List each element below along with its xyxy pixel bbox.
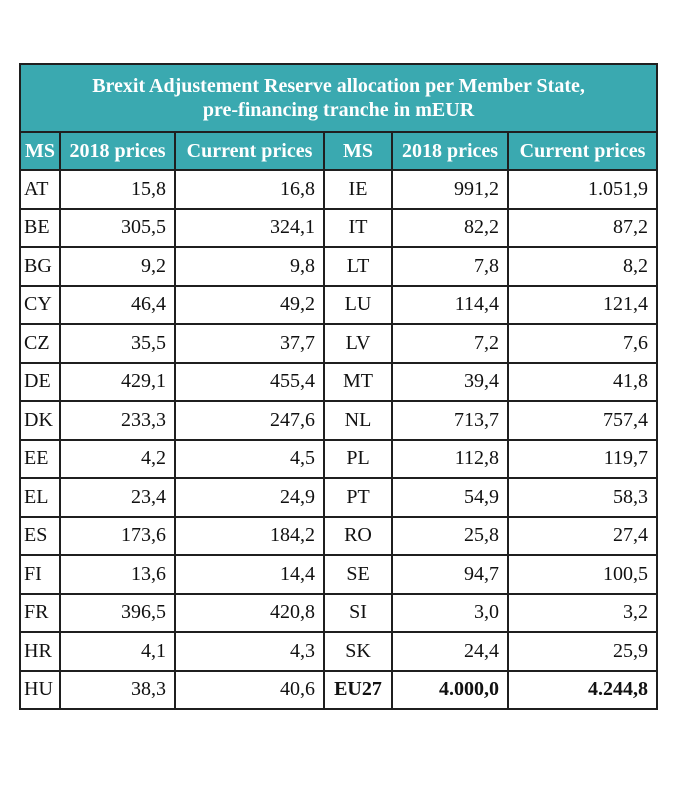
value-current-prices-left: 4,5 [175,440,324,479]
member-state-right: LV [324,324,392,363]
value-2018-prices-left: 4,1 [60,632,175,671]
value-current-prices-left: 14,4 [175,555,324,594]
value-2018-prices-right: 94,7 [392,555,508,594]
value-current-prices-left: 9,8 [175,247,324,286]
value-current-prices-left: 40,6 [175,671,324,710]
value-current-prices-right: 119,7 [508,440,657,479]
column-header-current-prices-left: Current prices [175,132,324,170]
member-state-right: SI [324,594,392,633]
value-2018-prices-right: 112,8 [392,440,508,479]
member-state-right: MT [324,363,392,402]
value-2018-prices-left: 23,4 [60,478,175,517]
value-current-prices-left: 49,2 [175,286,324,325]
table-body [20,170,657,709]
table-row [20,170,657,209]
member-state-left: EL [20,478,60,517]
value-2018-prices-left: 305,5 [60,209,175,248]
value-current-prices-right: 87,2 [508,209,657,248]
value-2018-prices-right: 82,2 [392,209,508,248]
table-row [20,209,657,248]
member-state-left: DK [20,401,60,440]
member-state-right: PT [324,478,392,517]
value-2018-prices-right: 7,2 [392,324,508,363]
value-current-prices-left: 16,8 [175,170,324,209]
value-2018-prices-left: 9,2 [60,247,175,286]
table-row [20,324,657,363]
member-state-right: RO [324,517,392,556]
table-title-line-1: Brexit Adjustement Reserve allocation per Member State, [92,75,585,97]
column-header-ms-left: MS [20,132,60,170]
value-current-prices-right: 121,4 [508,286,657,325]
member-state-right: LT [324,247,392,286]
value-current-prices-left: 184,2 [175,517,324,556]
table-row [20,478,657,517]
value-current-prices-right: 3,2 [508,594,657,633]
column-header-2018-prices-left: 2018 prices [60,132,175,170]
table-row [20,401,657,440]
member-state-right: SE [324,555,392,594]
table-title [20,64,657,132]
table-row [20,517,657,556]
value-2018-prices-left: 173,6 [60,517,175,556]
value-2018-prices-right: 25,8 [392,517,508,556]
table-title-line-2: pre-financing tranche in mEUR [202,99,475,121]
value-2018-prices-left: 396,5 [60,594,175,633]
table-row [20,671,657,710]
value-current-prices-left: 24,9 [175,478,324,517]
table-row [20,363,657,402]
member-state-right: SK [324,632,392,671]
value-current-prices-right: 7,6 [508,324,657,363]
table-row [20,286,657,325]
value-current-prices-left: 324,1 [175,209,324,248]
value-2018-prices-left: 429,1 [60,363,175,402]
value-current-prices-left: 455,4 [175,363,324,402]
table-row [20,440,657,479]
column-header-current-prices-right: Current prices [508,132,657,170]
value-2018-prices-left: 35,5 [60,324,175,363]
value-2018-prices-right: 4.000,0 [392,671,508,710]
value-2018-prices-left: 38,3 [60,671,175,710]
member-state-left: HU [20,671,60,710]
member-state-left: CZ [20,324,60,363]
value-2018-prices-right: 39,4 [392,363,508,402]
member-state-right: IE [324,170,392,209]
member-state-left: FI [20,555,60,594]
value-current-prices-right: 27,4 [508,517,657,556]
value-2018-prices-right: 3,0 [392,594,508,633]
value-2018-prices-left: 15,8 [60,170,175,209]
member-state-right: PL [324,440,392,479]
member-state-right: EU27 [324,671,392,710]
column-header-2018-prices-right: 2018 prices [392,132,508,170]
value-current-prices-right: 41,8 [508,363,657,402]
table-row [20,594,657,633]
member-state-left: ES [20,517,60,556]
member-state-left: HR [20,632,60,671]
value-current-prices-left: 247,6 [175,401,324,440]
value-current-prices-right: 4.244,8 [508,671,657,710]
value-2018-prices-right: 24,4 [392,632,508,671]
member-state-left: EE [20,440,60,479]
value-2018-prices-right: 54,9 [392,478,508,517]
value-current-prices-left: 420,8 [175,594,324,633]
member-state-left: BE [20,209,60,248]
value-2018-prices-right: 991,2 [392,170,508,209]
member-state-left: AT [20,170,60,209]
allocation-table-container [19,63,656,710]
value-current-prices-right: 58,3 [508,478,657,517]
table-row [20,555,657,594]
member-state-right: IT [324,209,392,248]
table-row [20,247,657,286]
allocation-table [19,63,658,710]
value-current-prices-left: 4,3 [175,632,324,671]
value-2018-prices-right: 7,8 [392,247,508,286]
value-current-prices-right: 25,9 [508,632,657,671]
value-current-prices-right: 1.051,9 [508,170,657,209]
member-state-left: FR [20,594,60,633]
member-state-left: CY [20,286,60,325]
member-state-right: NL [324,401,392,440]
value-current-prices-right: 100,5 [508,555,657,594]
value-2018-prices-left: 233,3 [60,401,175,440]
column-header-ms-right: MS [324,132,392,170]
member-state-left: DE [20,363,60,402]
value-current-prices-right: 8,2 [508,247,657,286]
value-2018-prices-left: 13,6 [60,555,175,594]
column-header-row [20,132,657,170]
table-row [20,632,657,671]
value-2018-prices-right: 114,4 [392,286,508,325]
member-state-right: LU [324,286,392,325]
value-current-prices-right: 757,4 [508,401,657,440]
value-2018-prices-left: 46,4 [60,286,175,325]
value-2018-prices-left: 4,2 [60,440,175,479]
value-current-prices-left: 37,7 [175,324,324,363]
value-2018-prices-right: 713,7 [392,401,508,440]
member-state-left: BG [20,247,60,286]
